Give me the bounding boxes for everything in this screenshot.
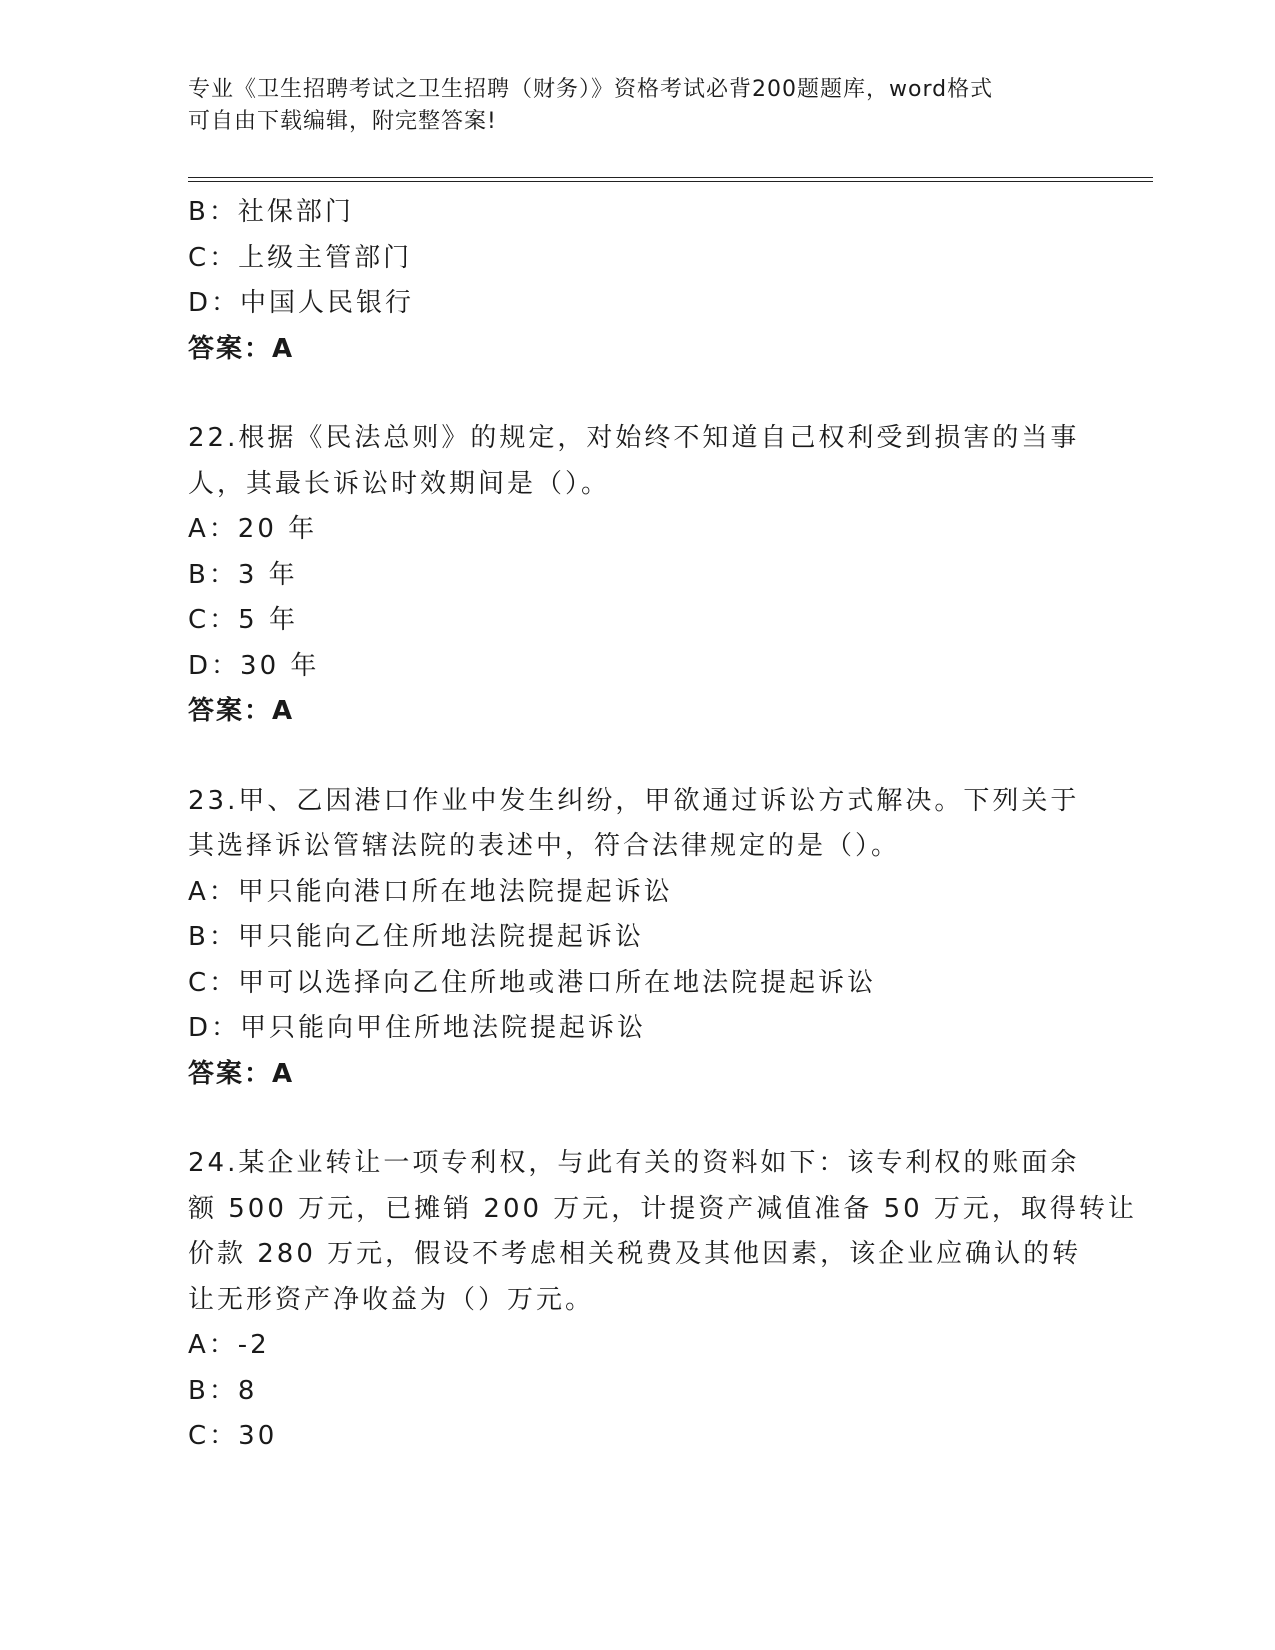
question-line: 22.根据《民法总则》的规定，对始终不知道自己权利受到损害的当事	[188, 423, 1080, 453]
option-c: C：甲可以选择向乙住所地或港口所在地法院提起诉讼	[188, 967, 877, 998]
page-header	[188, 74, 1068, 138]
option-c: C：5 年	[188, 605, 298, 635]
spacer	[188, 372, 1088, 416]
question-line: 24.某企业转让一项专利权，与此有关的资料如下：该专利权的账面余	[188, 1148, 1080, 1178]
option-b: B：3 年	[188, 559, 298, 590]
question-line: 人，其最长诉讼时效期间是（）。	[188, 468, 611, 499]
option-d: D：甲只能向甲住所地法院提起诉讼	[188, 1013, 647, 1043]
option-b: B：社保部门	[188, 197, 354, 227]
option-c: C：30	[188, 1421, 278, 1451]
option-d: D：30 年	[188, 650, 320, 681]
question-23	[188, 779, 1088, 1098]
answer: 答案：A	[188, 333, 295, 364]
question-line: 让无形资产净收益为（）万元。	[188, 1284, 595, 1315]
spacer	[188, 735, 1088, 779]
question-22	[188, 416, 1088, 735]
option-d: D：中国人民银行	[188, 288, 415, 318]
question-text	[188, 1141, 1137, 1323]
header-divider	[188, 177, 1153, 182]
question-line: 23.甲、乙因港口作业中发生纠纷，甲欲通过诉讼方式解决。下列关于	[188, 785, 1080, 816]
question-line: 价款 280 万元，假设不考虑相关税费及其他因素，该企业应确认的转	[188, 1239, 1082, 1269]
header-line-1: 专业《卫生招聘考试之卫生招聘（财务）》资格考试必背200题题库，word格式	[188, 77, 994, 102]
option-a: A：-2	[188, 1330, 270, 1360]
option-b: B：8	[188, 1375, 258, 1406]
option-b: B：甲只能向乙住所地法院提起诉讼	[188, 922, 644, 952]
option-c: C：上级主管部门	[188, 242, 413, 273]
question-text	[188, 416, 1088, 507]
question-line: 其选择诉讼管辖法院的表述中，符合法律规定的是（）。	[188, 831, 901, 861]
option-a: A：甲只能向港口所在地法院提起诉讼	[188, 876, 673, 907]
answer: 答案：A	[188, 696, 295, 726]
question-21-tail	[188, 190, 1088, 372]
question-24	[188, 1141, 1137, 1460]
header-line-2: 可自由下载编辑，附完整答案!	[188, 109, 497, 134]
spacer	[188, 1097, 1088, 1141]
option-a: A：20 年	[188, 514, 318, 544]
answer: 答案：A	[188, 1058, 295, 1089]
question-text	[188, 779, 1088, 870]
question-line: 额 500 万元，已摊销 200 万元，计提资产减值准备 50 万元，取得转让	[188, 1193, 1137, 1224]
question-content	[188, 190, 1137, 1460]
